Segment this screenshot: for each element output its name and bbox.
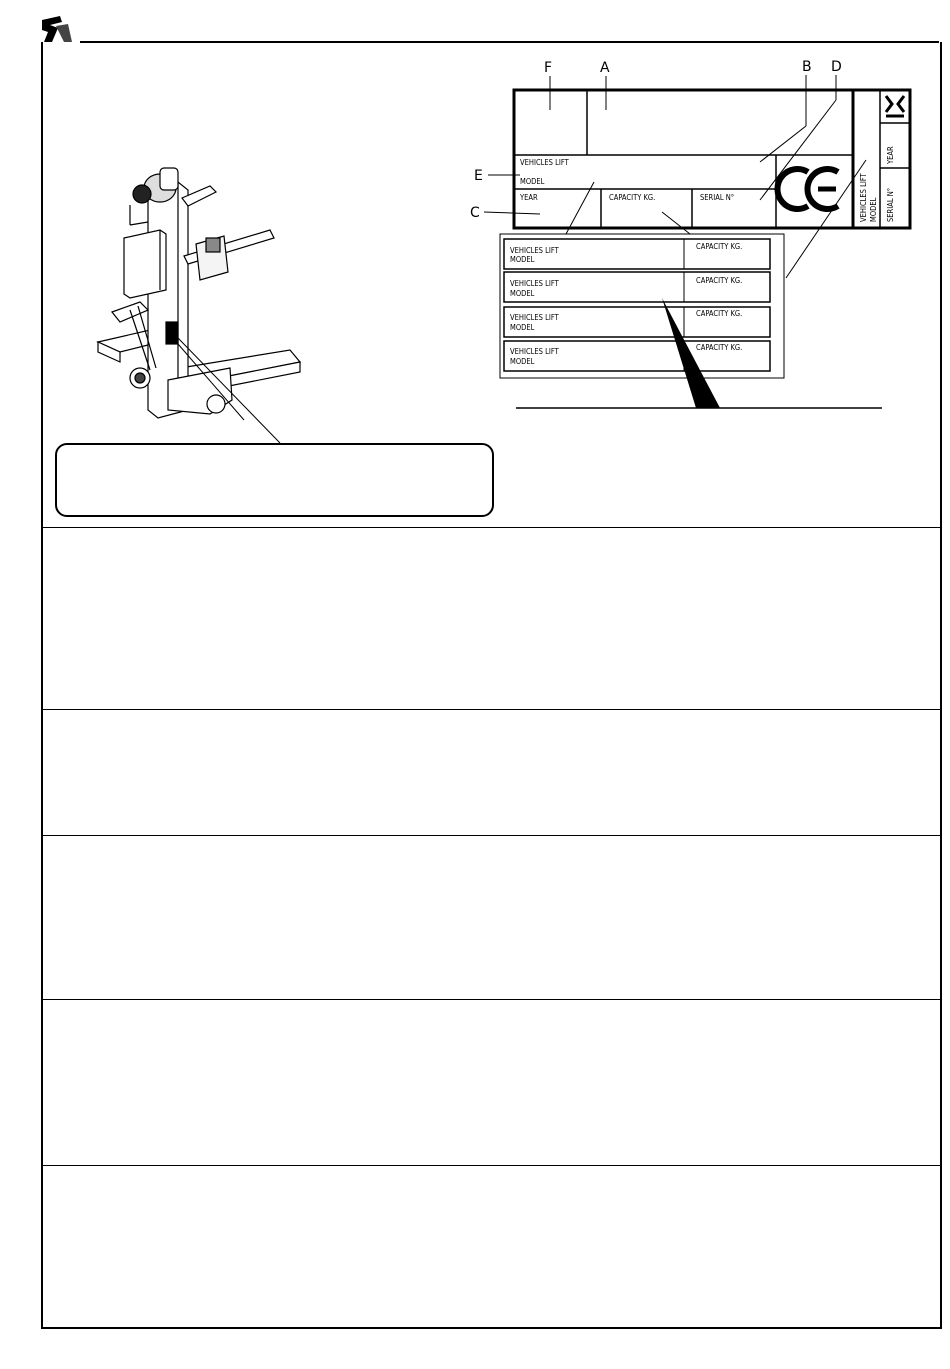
label-a: A [600,60,610,76]
side-model: MODEL [869,197,878,222]
lift-illustration [98,168,300,418]
variant-lift: VEHICLES LIFT [510,246,559,255]
variant-lift: VEHICLES LIFT [510,347,559,356]
plate-year: YEAR [520,193,538,202]
variant-lift: VEHICLES LIFT [510,313,559,322]
plate-serial: SERIAL N° [700,193,735,202]
plate-model: MODEL [520,177,545,186]
variant-capacity: CAPACITY KG. [696,309,743,318]
variant-capacity: CAPACITY KG. [696,276,743,285]
label-d: D [831,59,842,75]
side-serial: SERIAL N° [886,187,895,222]
section-divider [41,1165,940,1166]
identification-figure [0,0,950,530]
variant-capacity: CAPACITY KG. [696,343,743,352]
side-vehicles-lift: VEHICLES LIFT [859,173,868,222]
variant-capacity: CAPACITY KG. [696,242,743,251]
side-year: YEAR [886,146,895,164]
label-f: F [544,60,553,76]
plate-vehicles-lift: VEHICLES LIFT [520,158,569,167]
variant-model: MODEL [510,289,535,298]
section-divider [41,835,940,836]
label-e: E [474,168,483,184]
variant-model: MODEL [510,357,535,366]
section-divider [41,709,940,710]
label-c: C [470,205,480,221]
label-b: B [802,59,812,75]
section-divider [41,999,940,1000]
identification-plate [514,90,910,228]
variant-lift: VEHICLES LIFT [510,279,559,288]
plate-capacity: CAPACITY KG. [609,193,656,202]
variant-model: MODEL [510,255,535,264]
variant-model: MODEL [510,323,535,332]
